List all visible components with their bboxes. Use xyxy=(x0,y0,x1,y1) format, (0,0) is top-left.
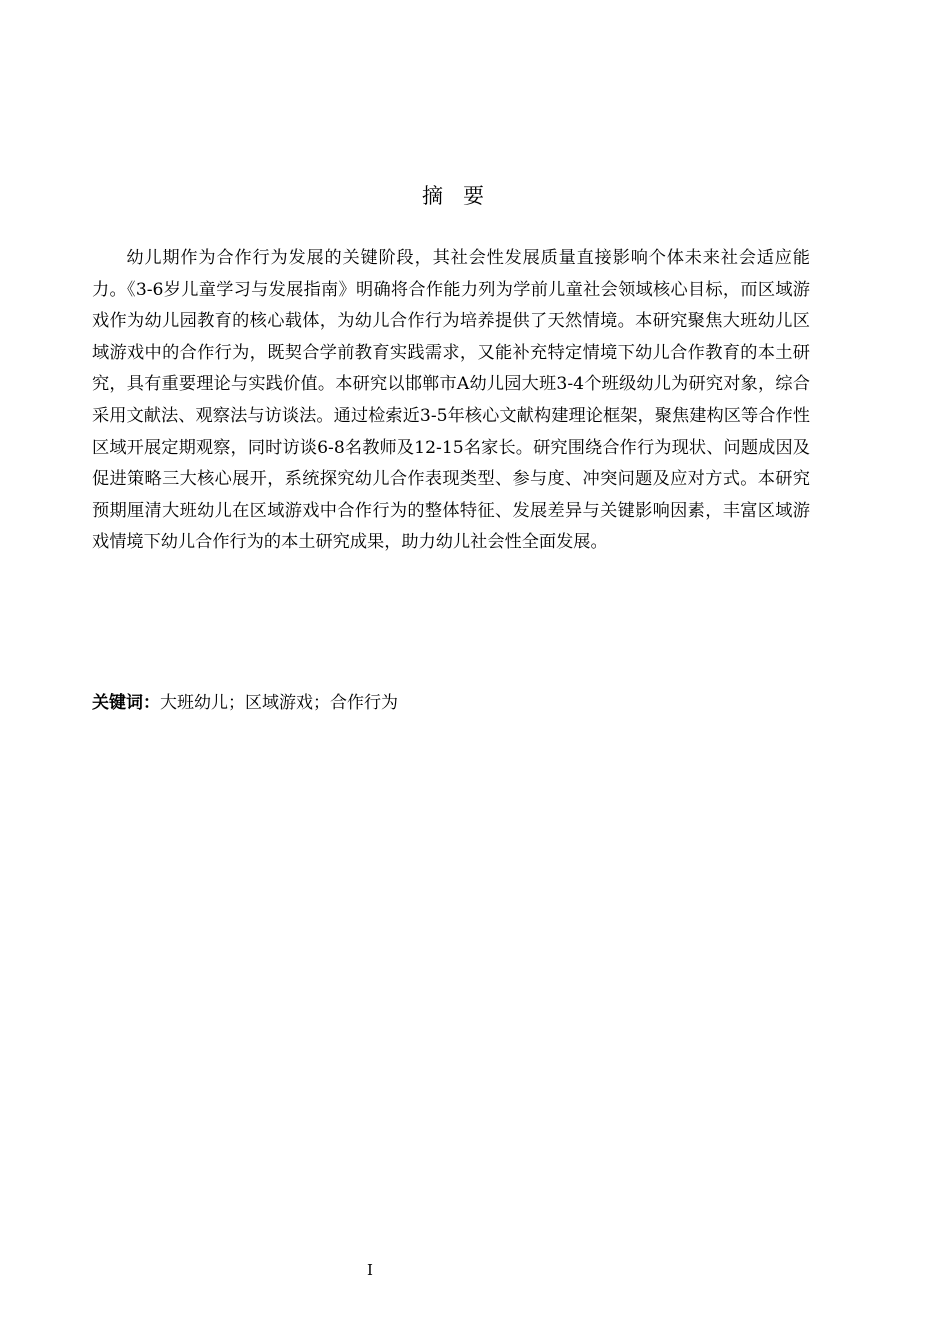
keywords-value: 大班幼儿；区域游戏；合作行为 xyxy=(160,693,398,713)
abstract-paragraph: 幼儿期作为合作行为发展的关键阶段，其社会性发展质量直接影响个体未来社会适应能力。《3-6岁儿童学习与发展指南》明确将合作能力列为学前儿童社会领域核心目标，而区域游戏作为幼儿园教育的核心载体，为幼儿合作行为培养提供了天然情境。本研究聚焦大班幼儿区域游戏中的合作行为，既契合学前教育实践需求，又能补充特定情境下幼儿合作教育的本土研究，具有重要理论与实践价值。本研究以邯郸市A幼儿园大班3-4个班级幼儿为研究对象，综合采用文献法、观察法与访谈法。通过检索近3-5年核心文献构建理论框架，聚焦建构区等合作性区域开展定期观察，同时访谈6-8名教师及12-15名家长。研究围绕合作行为现状、问题成因及促进策略三大核心展开，系统探究幼儿合作表现类型、参与度、冲突问题及应对方式。本研究预期厘清大班幼儿在区域游戏中合作行为的整体特征、发展差异与关键影响因素，丰富区域游戏情境下幼儿合作行为的本土研究成果，助力幼儿社会性全面发展。 xyxy=(92,248,810,553)
keywords-label: 关键词： xyxy=(92,693,160,713)
keywords-line xyxy=(92,689,398,717)
abstract-title: 摘要 xyxy=(422,184,504,208)
page-number: I xyxy=(367,1261,373,1279)
